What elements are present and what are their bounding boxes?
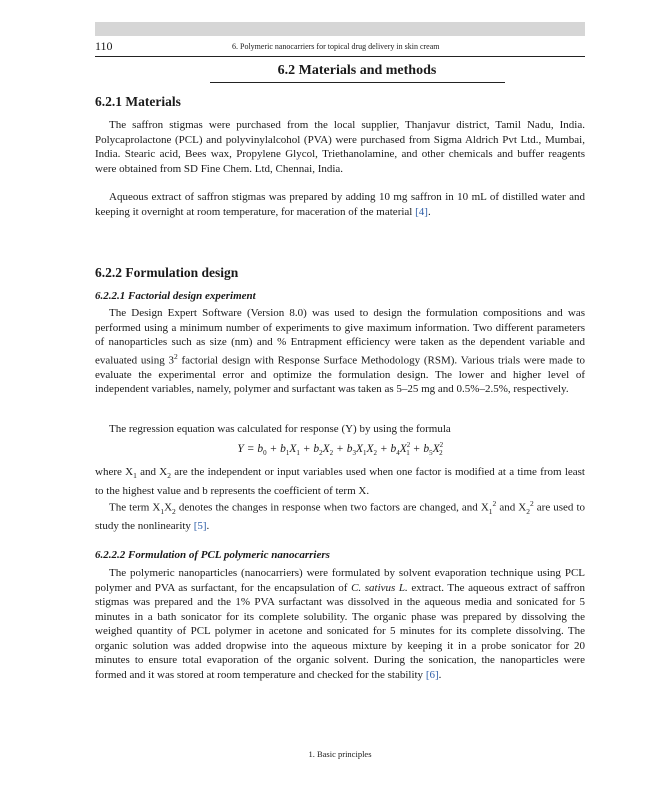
pcl-formulation-paragraph: The polymeric nanoparticles (nanocarriers) were formulated by solvent evaporation technique using PCL polymer and PVA as surfactant, for the encapsulation of C. sativus L. extract. The aqueous extract of saffron stigmas was prepared and the 1% PVA surfactant was dissolved in the aqueous media and sonicated for 5 minutes in a bath sonicator for its complete solubility. The organic phase was prepared by dissolving the weighed quantity of PCL polymer in acetone and sonicated for 5 minutes for its complete dissolving. The organic solution was added dropwise into the aqueous mixture by keeping it in a probe sonicator for 20 minutes to ensure total evaporation of the organic solvent. During the sonication, the nanoparticles were formed and it was stored at room temperature and checked for the stability [6]. bbox=[95, 567, 585, 681]
top-gray-bar bbox=[95, 22, 585, 36]
materials-p2-text: Aqueous extract of saffron stigmas was prepared by adding 10 mg saffron in 10 mL of distilled water and keeping it overnight at room temperature, for maceration of the material bbox=[95, 191, 585, 218]
reference-link-4[interactable]: [4] bbox=[415, 205, 428, 218]
materials-paragraph-2 bbox=[95, 190, 585, 219]
regression-equation: $Y = b_0 + b_1X_1 + b_2X_2 + b_3X_1X_2 + b_4X^2_1 + b_5X^2_2$ bbox=[237, 441, 444, 458]
heading-materials: 6.2.1 Materials bbox=[95, 94, 181, 109]
factorial-paragraph-2: The regression equation was calculated for response (Y) by using the formula bbox=[109, 423, 451, 435]
materials-paragraph-1: The saffron stigmas were purchased from the local supplier, Thanjavur district, Tamil Nadu, India. Polycaprolactone (PCL) and polyvinylalcohol (PVA) were purchased from Sigma Aldrich Pvt Ltd., Mumbai, India. Stearic acid, Bees wax, Propylene Glycol, Triethanolamine, and other chemicals and buffer reagents were obtained from SD Fine Chem. Ltd, Chennai, India. bbox=[95, 119, 585, 175]
section-title-rule bbox=[210, 82, 505, 83]
species-name: C. sativus L. bbox=[351, 581, 408, 594]
reference-link-6[interactable]: [6] bbox=[425, 668, 439, 681]
page-number: 110 bbox=[95, 39, 113, 53]
factorial-paragraph-3: where $X_1$ and $X_2$ are the independent or input variables used when one factor is modified at a time from least to the highest value and b represents the coefficient of term X. bbox=[95, 466, 585, 497]
running-header bbox=[95, 38, 585, 57]
running-head-title: 6. Polymeric nanocarriers for topical drug delivery in skin cream bbox=[232, 42, 440, 51]
heading-formulation-design: 6.2.2 Formulation design bbox=[95, 265, 239, 280]
materials-p2-end: . bbox=[427, 205, 431, 218]
heading-pcl-formulation: 6.2.2.2 Formulation of PCL polymeric nanocarriers bbox=[95, 549, 330, 561]
heading-factorial-design: 6.2.2.1 Factorial design experiment bbox=[95, 290, 256, 302]
factorial-paragraph-4: The term $X_1X_2$ denotes the changes in response when two factors are changed, and $X_1^2$ and $X_2^2$ are used to study the nonlinearity [5]. bbox=[95, 499, 586, 533]
factorial-p1-part-a: The Design Expert Software (Version 8.0) was used to design the formulation compositions and was performed using a minimum number of experiments to give maximum information. Two different parameters of nanoparticles such as size (nm) and % Entrapment efficiency were taken as the dependent variable and evaluated using 3 bbox=[95, 307, 585, 367]
factorial-paragraph-1 bbox=[95, 306, 585, 397]
factorial-p1-superscript: 2 bbox=[173, 351, 178, 361]
section-title: 6.2 Materials and methods bbox=[277, 63, 437, 78]
page-footer: 1. Basic principles bbox=[308, 749, 372, 759]
factorial-p1-part-b: factorial design with Response Surface Methodology (RSM). Various trials were made to evaluate the experimental error and optimize the formulation design. The lower and higher level of independent variables, namely, polymer and surfactant was taken as 5–25 mg and 0.5%–2.5%, respectively. bbox=[95, 354, 585, 396]
reference-link-5[interactable]: [5] bbox=[193, 520, 207, 533]
